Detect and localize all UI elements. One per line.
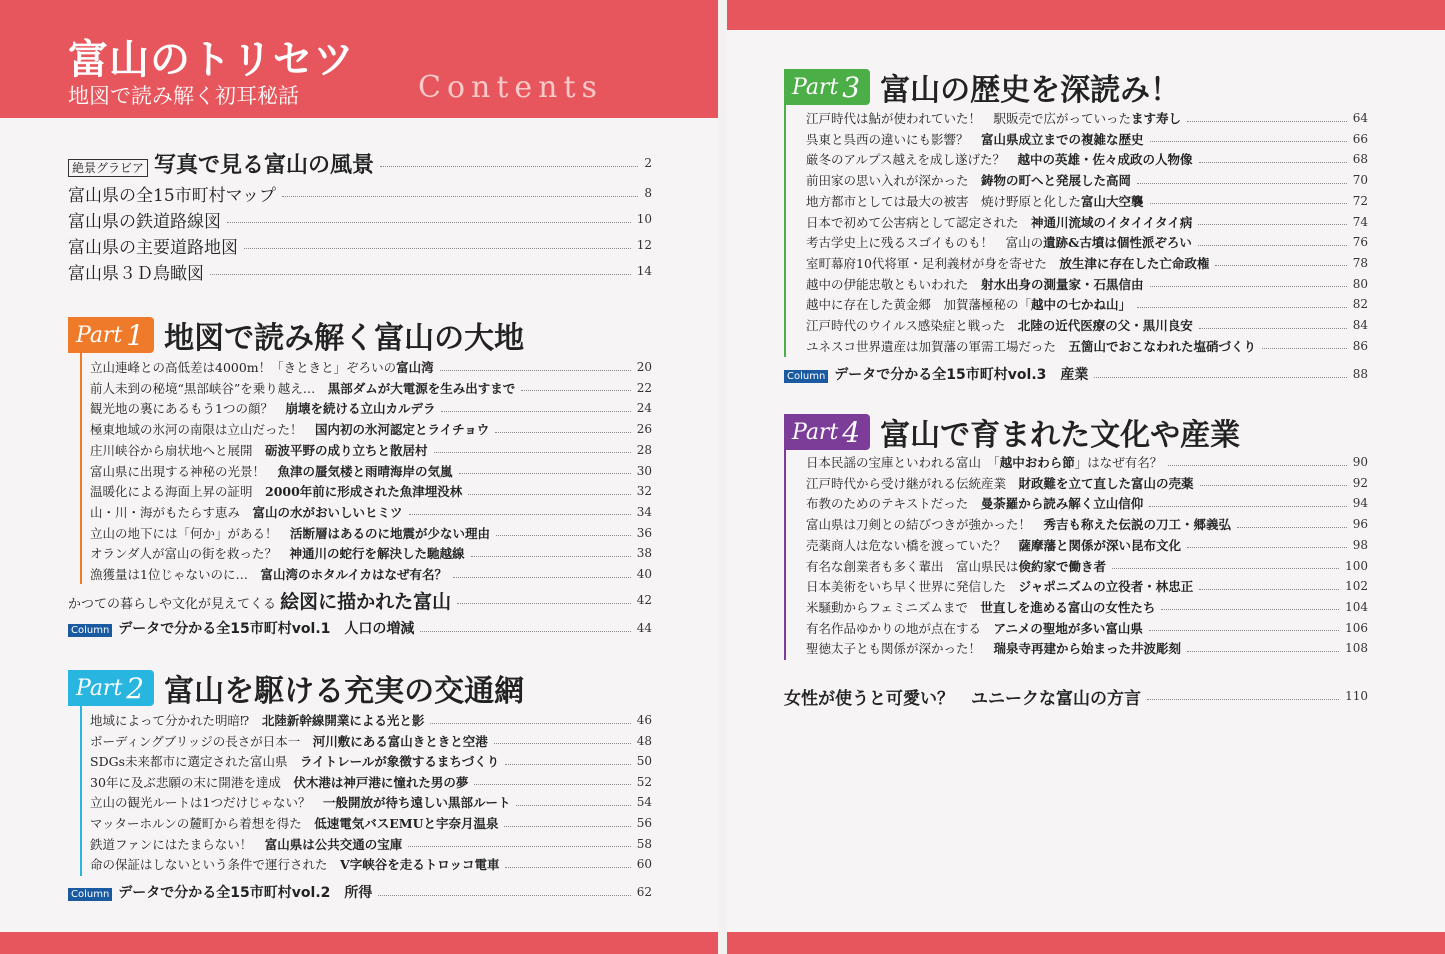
entry-title: 売薬商人は危ない橋を渡っていた？ 薩摩藩と関係が深い昆布文化 xyxy=(806,537,1182,553)
leader-dots xyxy=(516,805,630,806)
toc-entry[interactable] xyxy=(68,181,652,205)
toc-entry[interactable] xyxy=(806,474,1368,492)
entry-title: 米騒動からフェミニズムまで 世直しを進める富山の女性たち xyxy=(806,599,1156,615)
toc-entry[interactable] xyxy=(806,337,1368,355)
leader-dots xyxy=(420,631,630,632)
leader-dots xyxy=(378,895,630,896)
toc-entry[interactable] xyxy=(806,453,1368,471)
leader-dots xyxy=(505,867,630,868)
entry-title: 富山県３Ｄ鳥瞰図 xyxy=(68,263,204,283)
leader-dots xyxy=(1200,485,1347,486)
toc-entry[interactable] xyxy=(90,855,652,873)
page-number: 106 xyxy=(1345,620,1368,635)
leader-dots xyxy=(210,274,631,275)
entry-title: 女性が使うと可愛い？ ユニークな富山の方言 xyxy=(784,688,1141,709)
leader-dots xyxy=(282,196,638,197)
leader-dots xyxy=(1112,568,1339,569)
entry-title: 鉄道ファンにはたまらない！ 富山県は公共交通の宝庫 xyxy=(90,836,403,852)
column-tag: Column xyxy=(784,370,828,383)
entry-title: 呉東と呉西の違いにも影響？ 富山県成立までの複雑な歴史 xyxy=(806,131,1144,147)
page-number: 44 xyxy=(636,621,652,635)
toc-entry[interactable] xyxy=(806,557,1368,575)
book-title: 富山のトリセツ xyxy=(68,37,355,83)
entry-title: 写真で見る富山の風景 xyxy=(154,151,375,178)
entry-title: 富山県の鉄道路線図 xyxy=(68,211,221,231)
leader-dots xyxy=(1150,286,1347,287)
toc-entry[interactable] xyxy=(806,275,1368,293)
toc-entry[interactable] xyxy=(806,619,1368,637)
entry-title: ボーディングブリッジの長さが日本一 河川敷にある富山きときと空港 xyxy=(90,733,488,749)
leader-dots xyxy=(434,452,631,453)
toc-entry[interactable] xyxy=(806,254,1368,272)
entry-title: 考古学史上に残るスゴイものも！ 富山の遺跡&古墳は個性派ぞろい xyxy=(806,235,1192,251)
page-number: 30 xyxy=(636,463,652,478)
contents-label: Contents xyxy=(418,70,603,105)
leader-dots xyxy=(1198,224,1346,225)
toc-entry[interactable] xyxy=(90,482,652,500)
entry-title: 有名作品ゆかりの地が点在する アニメの聖地が多い富山県 xyxy=(806,620,1143,636)
leader-dots xyxy=(1150,141,1347,142)
leader-dots xyxy=(1168,465,1346,466)
part-badge: Part 2 xyxy=(68,670,154,706)
entry-title: 地方都市としては最大の被害 焼け野原と化した富山大空襲 xyxy=(806,193,1144,209)
leader-dots xyxy=(496,535,631,536)
toc-entry[interactable] xyxy=(90,793,652,811)
entry-title: SDGs未来都市に選定された富山県 ライトレールが象徴するまちづくり xyxy=(90,754,500,770)
page-number: 12 xyxy=(636,238,652,252)
part-title: 地図で読み解く富山の大地 xyxy=(164,321,525,356)
page-number: 36 xyxy=(636,525,652,540)
toc-entry[interactable]: かつての暮らしや文化が見えてくる 絵図に描かれた富山 42 xyxy=(68,590,652,612)
page-number: 2 xyxy=(644,156,652,170)
column-tag: Column xyxy=(68,888,112,901)
column-entry[interactable]: Column データで分かる全15市町村vol.3 産業 88 xyxy=(784,363,1368,385)
toc-entry[interactable] xyxy=(806,130,1368,148)
leader-dots xyxy=(408,846,630,847)
page-number: 82 xyxy=(1352,297,1368,312)
toc-entry[interactable] xyxy=(90,565,652,583)
entry-title: 漁獲量は1位じゃないのに… 富山湾のホタルイカはなぜ有名？ xyxy=(90,567,447,582)
toc-entry[interactable] xyxy=(806,598,1368,616)
part-2-heading[interactable] xyxy=(68,666,524,710)
toc-entry[interactable] xyxy=(806,109,1368,127)
page-number: 48 xyxy=(636,733,652,748)
toc-entry[interactable] xyxy=(90,420,652,438)
toc-entry[interactable] xyxy=(90,524,652,542)
page-number: 104 xyxy=(1345,599,1368,614)
entry-title: 前田家の思い入れが深かった 鋳物の町へと発展した高岡 xyxy=(806,173,1132,189)
leader-dots xyxy=(227,222,631,223)
page-number: 68 xyxy=(1352,152,1368,167)
entry-title: 江戸時代から受け継がれる伝統産業 財政難を立て直した富山の売薬 xyxy=(806,475,1194,491)
page-number: 14 xyxy=(636,264,652,278)
entry-title: 富山県の主要道路地図 xyxy=(68,237,238,257)
page-number: 80 xyxy=(1352,276,1368,291)
page-number: 96 xyxy=(1352,517,1368,532)
entry-title: ユネスコ世界遺産は加賀藩の軍需工場だった 五箇山でおこなわれた塩硝づくり xyxy=(806,338,1257,354)
toc-entry[interactable] xyxy=(90,462,652,480)
entry-title: オランダ人が富山の街を救った？ 神通川の蛇行を解決した馳越線 xyxy=(90,546,465,562)
page-number: 72 xyxy=(1352,193,1368,208)
toc-entry[interactable] xyxy=(90,441,652,459)
toc-entry[interactable] xyxy=(90,503,652,521)
entry-title: 立山連峰との高低差は4000m！「きときと」ぞろいの富山湾 xyxy=(90,360,434,375)
toc-entry[interactable] xyxy=(68,233,652,257)
page-spine xyxy=(718,0,727,954)
toc-entry[interactable] xyxy=(806,515,1368,533)
page-number: 54 xyxy=(636,795,652,810)
leader-dots xyxy=(1161,609,1339,610)
toc-entry[interactable] xyxy=(90,544,652,562)
leader-dots xyxy=(471,556,631,557)
leader-dots xyxy=(468,494,630,495)
leader-dots xyxy=(430,723,630,724)
toc-entry[interactable] xyxy=(806,171,1368,189)
page-number: 58 xyxy=(636,836,652,851)
toc-entry[interactable] xyxy=(90,379,652,397)
leader-dots xyxy=(1149,630,1339,631)
toc-entry[interactable] xyxy=(90,814,652,832)
page-number: 60 xyxy=(636,857,652,872)
toc-entry[interactable] xyxy=(806,494,1368,512)
page-number: 22 xyxy=(636,380,652,395)
page-number: 64 xyxy=(1352,111,1368,125)
entry-title: 布教のためのテキストだった 曼荼羅から読み解く立山信仰 xyxy=(806,496,1144,512)
page-number: 70 xyxy=(1352,173,1368,188)
leader-dots xyxy=(409,514,631,515)
leader-dots xyxy=(504,826,630,827)
leader-dots xyxy=(1137,183,1347,184)
part-badge: Part 4 xyxy=(784,414,870,450)
page-number: 10 xyxy=(636,212,652,226)
entry-title: 越中の伊能忠敬ともいわれた 射水出身の測量家・石黒信由 xyxy=(806,276,1144,292)
page-number: 88 xyxy=(1352,367,1368,381)
part-3-heading[interactable] xyxy=(784,65,1180,109)
leader-dots xyxy=(1199,162,1347,163)
leader-dots xyxy=(1149,506,1346,507)
leader-dots xyxy=(1187,121,1347,122)
column-entry[interactable]: Column データで分かる全15市町村vol.2 所得 62 xyxy=(68,881,652,903)
entry-title: 30年に及ぶ悲願の末に開港を達成 伏木港は神戸港に憧れた男の夢 xyxy=(90,774,469,790)
part-title: 富山で育まれた文化や産業 xyxy=(880,418,1241,453)
toc-entry[interactable] xyxy=(806,295,1368,313)
part-2-rule xyxy=(80,706,82,876)
page-number: 66 xyxy=(1352,131,1368,146)
entry-title: 江戸時代のウイルス感染症と戦った 北陸の近代医療の父・黒川良安 xyxy=(806,318,1193,333)
toc-entry[interactable] xyxy=(806,577,1368,595)
page-number: 38 xyxy=(636,546,652,561)
page-number: 62 xyxy=(636,885,652,899)
book-subtitle: 地図で読み解く初耳秘話 xyxy=(68,84,299,108)
toc-entry[interactable] xyxy=(68,207,652,231)
page-number: 86 xyxy=(1352,338,1368,353)
page-number: 24 xyxy=(636,401,652,416)
page-number: 40 xyxy=(636,567,652,581)
toc-entry[interactable] xyxy=(90,358,652,376)
leader-dots xyxy=(1262,348,1347,349)
part-title: 富山の歴史を深読み！ xyxy=(880,73,1181,108)
leader-dots xyxy=(1137,307,1347,308)
leader-dots xyxy=(244,248,631,249)
page-number: 52 xyxy=(636,774,652,789)
leader-dots xyxy=(441,411,630,412)
page-number: 110 xyxy=(1345,689,1368,703)
part-4-heading[interactable] xyxy=(784,410,1240,454)
leader-dots xyxy=(505,764,630,765)
part-1-heading[interactable] xyxy=(68,313,524,357)
part-3-rule xyxy=(784,105,786,357)
toc-entry[interactable] xyxy=(90,711,652,729)
leader-dots xyxy=(1147,699,1339,700)
entry-title: 庄川峡谷から扇状地へと展開 砺波平野の成り立ちと散居村 xyxy=(90,442,428,458)
entry-title: 富山県は刀剣との結びつきが強かった！ 秀吉も称えた伝説の刀工・郷義弘 xyxy=(806,517,1232,533)
page-number: 28 xyxy=(636,442,652,457)
entry-title: 山・川・海がもたらす恵み 富山の水がおいしいヒミツ xyxy=(90,504,403,520)
entry-title: 前人未到の秘境“黒部峡谷”を乗り越え… 黒部ダムが大電源を生み出すまで xyxy=(90,380,516,396)
part-1-rule xyxy=(80,352,82,584)
page-number: 102 xyxy=(1345,579,1368,594)
toc-entry[interactable] xyxy=(806,150,1368,168)
page-number: 42 xyxy=(636,593,652,607)
leader-dots xyxy=(494,743,631,744)
leader-dots xyxy=(1237,527,1347,528)
leader-dots xyxy=(1094,377,1346,378)
entry-title: 江戸時代は鮎が使われていた！ 駅販売で広がっていったます寿し xyxy=(806,111,1182,126)
leader-dots xyxy=(453,577,631,578)
leader-dots xyxy=(1199,328,1347,329)
toc-entry[interactable] xyxy=(806,233,1368,251)
toc-entry[interactable] xyxy=(806,639,1368,657)
entry-title: 富山県に出現する神秘の光景！ 魚津の蜃気楼と雨晴海岸の気嵐 xyxy=(90,463,453,479)
leader-dots xyxy=(1150,203,1347,204)
leader-dots xyxy=(1198,245,1347,246)
page-number: 76 xyxy=(1352,235,1368,250)
toc-entry[interactable] xyxy=(90,752,652,770)
page-number: 98 xyxy=(1352,537,1368,552)
leader-dots xyxy=(1187,651,1339,652)
toc-entry-dialect[interactable] xyxy=(784,683,1368,709)
page-number: 32 xyxy=(636,484,652,499)
toc-entry[interactable] xyxy=(806,192,1368,210)
leader-dots xyxy=(521,390,630,391)
page-number: 26 xyxy=(636,422,652,437)
leader-dots xyxy=(380,166,638,167)
entry-title: 立山の観光ルートは1つだけじゃない？ 一般開放が待ち遠しい黒部ルート xyxy=(90,795,511,811)
page-number: 90 xyxy=(1352,455,1368,469)
page-number: 56 xyxy=(636,816,652,830)
leader-dots xyxy=(1199,589,1339,590)
toc-entry[interactable] xyxy=(806,316,1368,334)
entry-title: 命の保証はしないという条件で運行された V字峡谷を走るトロッコ電車 xyxy=(90,857,500,873)
leader-dots xyxy=(459,473,631,474)
part-badge: Part 3 xyxy=(784,69,870,105)
entry-title: 越中に存在した黄金郷 加賀藩極秘の「越中の七かね山」 xyxy=(806,297,1132,313)
page-number: 100 xyxy=(1345,558,1368,573)
leader-dots xyxy=(474,784,630,785)
leader-dots xyxy=(457,603,631,604)
page-number: 50 xyxy=(636,754,652,769)
entry-title: 有名な創業者も多く輩出 富山県民は倹約家で働き者 xyxy=(806,558,1107,574)
entry-title: 立山の地下には「何か」がある！ 活断層はあるのに地震が少ない理由 xyxy=(90,525,491,541)
part-title: 富山を駆ける充実の交通網 xyxy=(164,674,525,709)
entry-title: 厳冬のアルプス越えを成し遂げた？ 越中の英雄・佐々成政の人物像 xyxy=(806,152,1193,168)
toc-entry[interactable] xyxy=(90,773,652,791)
leader-dots xyxy=(440,370,631,371)
entry-title: 富山県の全15市町村マップ xyxy=(68,185,276,205)
toc-entry[interactable] xyxy=(90,835,652,853)
entry-title: 室町幕府10代将軍・足利義材が身を寄せた 放生津に存在した亡命政権 xyxy=(806,255,1210,271)
toc-entry[interactable] xyxy=(806,536,1368,554)
header-tab xyxy=(614,30,718,118)
leader-dots xyxy=(1215,265,1346,266)
entry-title: 温暖化による海面上昇の証明 2000年前に形成された魚津埋没林 xyxy=(90,484,463,500)
toc-entry-gravure[interactable] xyxy=(68,148,652,178)
column-entry[interactable]: Column データで分かる全15市町村vol.1 人口の増減 44 xyxy=(68,617,652,639)
column-tag: Column xyxy=(68,624,112,637)
toc-entry[interactable] xyxy=(90,399,652,417)
page-number: 94 xyxy=(1352,496,1368,511)
page-number: 20 xyxy=(636,360,652,374)
page-number: 84 xyxy=(1352,318,1368,332)
part-4-rule xyxy=(784,450,786,660)
page-number: 34 xyxy=(636,504,652,519)
leader-dots xyxy=(1187,547,1347,548)
toc-entry[interactable] xyxy=(806,213,1368,231)
entry-title: 観光地の裏にあるもう1つの顔？ 崩壊を続ける立山カルデラ xyxy=(90,401,436,417)
entry-title: 日本民謡の宝庫といわれる富山 「越中おわら節」はなぜ有名？ xyxy=(806,455,1163,470)
entry-title: 日本で初めて公害病として認定された 神通川流域のイタイイタイ病 xyxy=(806,214,1193,230)
page-number: 8 xyxy=(644,186,652,200)
entry-title: 地域によって分かれた明暗⁉ 北陸新幹線開業による光と影 xyxy=(90,713,425,728)
entry-title: マッターホルンの麓町から着想を得た 低速電気バスEMUと宇奈月温泉 xyxy=(90,816,499,831)
page-number: 92 xyxy=(1352,475,1368,490)
entry-title: 聖徳太子とも関係が深かった！ 瑞泉寺再建から始まった井波彫刻 xyxy=(806,641,1182,657)
entry-title: 極東地域の氷河の南限は立山だった！ 国内初の氷河認定とライチョウ xyxy=(90,422,490,438)
page-number: 108 xyxy=(1345,641,1368,656)
part-badge: Part 1 xyxy=(68,317,154,353)
toc-entry[interactable] xyxy=(68,259,652,283)
page-number: 78 xyxy=(1352,255,1368,270)
page-number: 74 xyxy=(1352,214,1368,229)
page-number: 46 xyxy=(636,713,652,727)
entry-title: 日本美術をいち早く世界に発信した ジャポニズムの立役者・林忠正 xyxy=(806,579,1194,595)
gravure-tag: 絶景グラビア xyxy=(68,159,148,177)
leader-dots xyxy=(495,432,630,433)
toc-entry[interactable] xyxy=(90,732,652,750)
